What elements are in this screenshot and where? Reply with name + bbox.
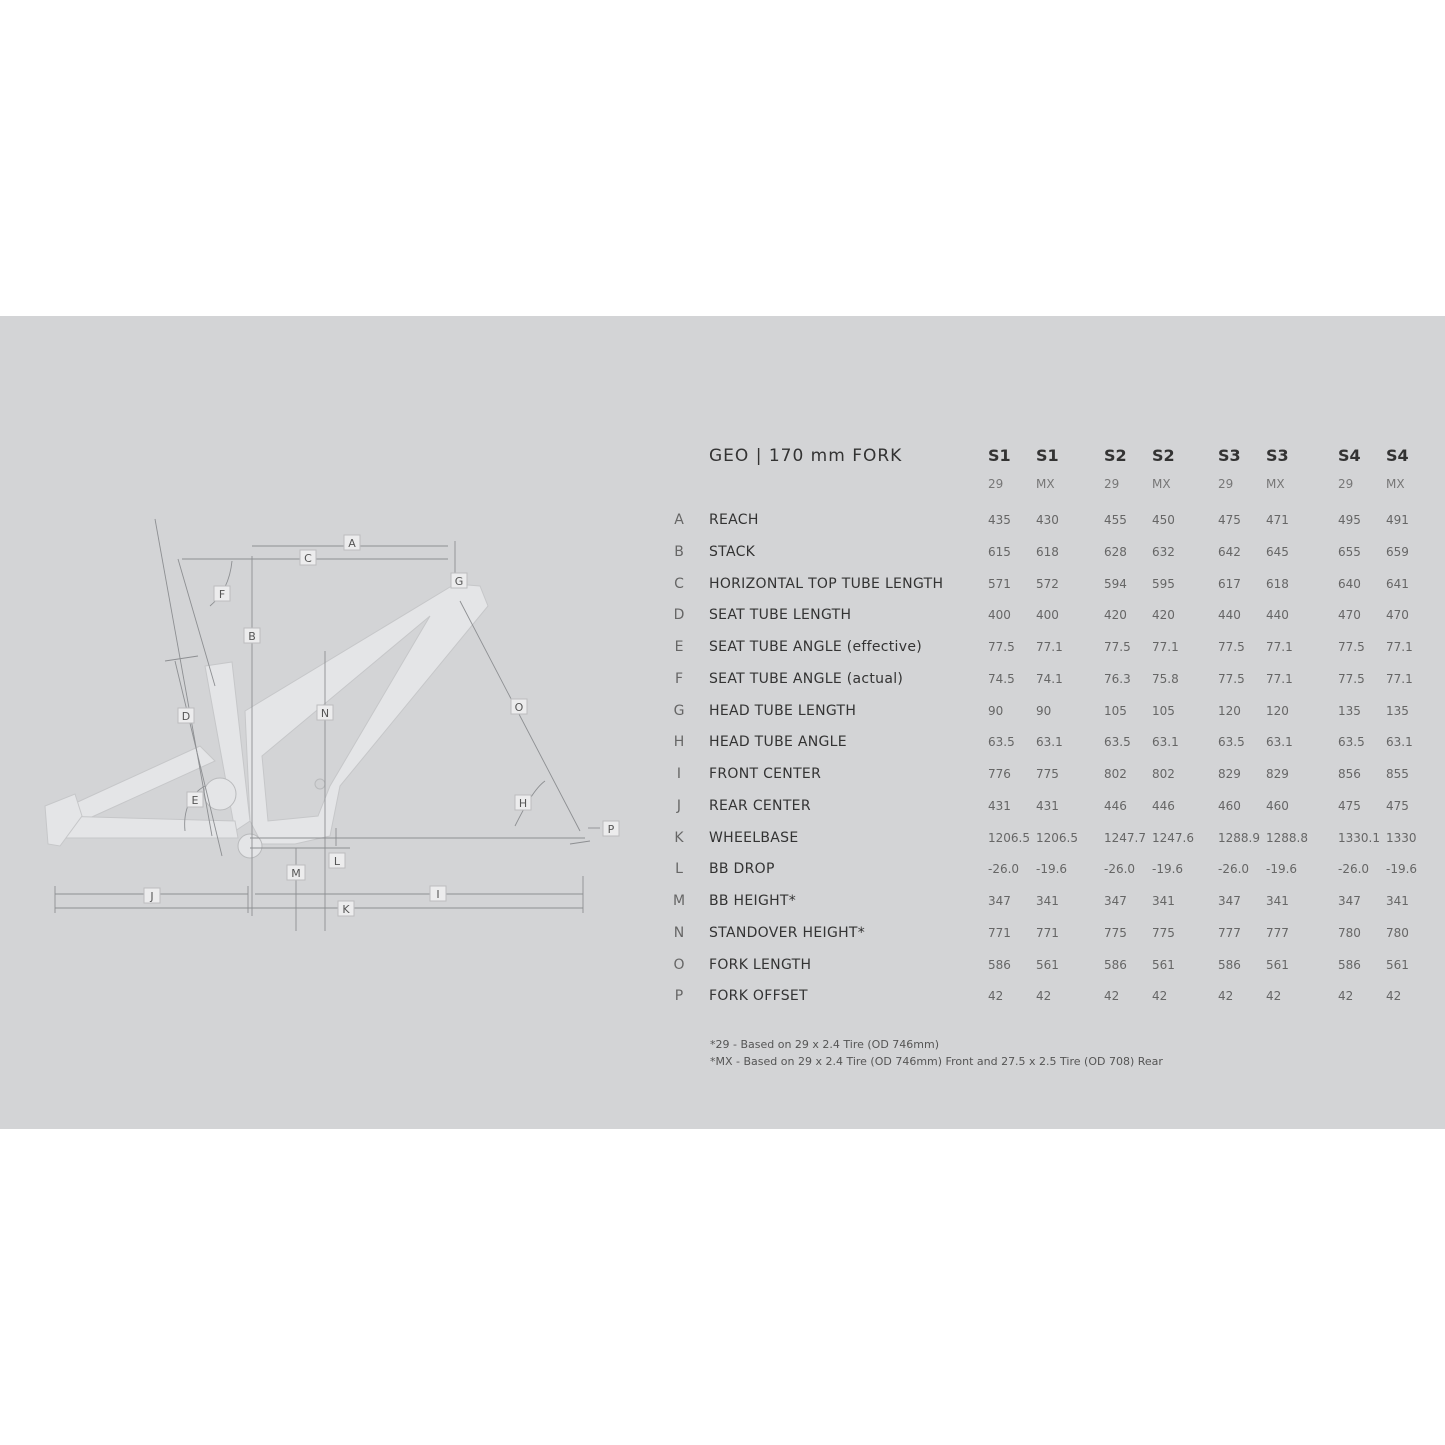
- table-cell: 1288.8: [1266, 830, 1308, 845]
- table-cell: -19.6: [1152, 862, 1184, 877]
- table-cell: 90: [988, 703, 1004, 718]
- row-letter: B: [674, 543, 684, 560]
- size-subheader: 29: [988, 477, 1004, 491]
- size-header: S4: [1386, 446, 1409, 465]
- row-letter: M: [672, 893, 686, 909]
- table-cell: 120: [1218, 703, 1241, 718]
- table-cell: 74.1: [1036, 671, 1063, 686]
- table-cell: 74.5: [988, 671, 1015, 686]
- table-cell: 341: [1036, 894, 1059, 908]
- table-cell: 77.5: [1338, 640, 1365, 654]
- table-cell: 1247.7: [1104, 830, 1146, 845]
- table-cell: 1330.1: [1338, 830, 1380, 845]
- table-cell: 431: [988, 798, 1011, 813]
- table-cell: 855: [1386, 767, 1409, 781]
- svg-text:H: H: [518, 797, 528, 810]
- table-cell: 42: [1386, 989, 1402, 1004]
- table-cell: 586: [1338, 957, 1361, 972]
- table-cell: 586: [988, 957, 1011, 972]
- table-cell: 645: [1266, 544, 1289, 559]
- svg-text:C: C: [304, 552, 312, 565]
- row-letter: G: [673, 702, 685, 719]
- table-cell: 471: [1266, 513, 1289, 527]
- svg-text:G: G: [454, 575, 464, 588]
- row-letter: A: [674, 512, 684, 528]
- table-cell: 430: [1036, 513, 1059, 527]
- table-cell: 642: [1218, 544, 1241, 559]
- table-cell: 777: [1218, 925, 1241, 940]
- table-cell: 400: [1036, 608, 1059, 623]
- table-cell: 780: [1338, 925, 1361, 940]
- table-cell: 460: [1218, 798, 1241, 813]
- table-cell: 595: [1152, 576, 1175, 591]
- table-cell: 135: [1386, 703, 1409, 718]
- size-header: S2: [1104, 446, 1127, 465]
- footnote-mx: *MX - Based on 29 x 2.4 Tire (OD 746mm) Front and 27.5 x 2.5 Tire (OD 708) Rear: [710, 1055, 1163, 1068]
- table-cell: 63.1: [1266, 735, 1293, 750]
- table-cell: 42: [1036, 989, 1052, 1004]
- svg-text:E: E: [191, 794, 199, 807]
- label-D: [178, 708, 194, 723]
- geo-title: GEO | 170 mm FORK: [709, 446, 903, 466]
- size-header: S2: [1152, 446, 1175, 465]
- label-J: [144, 888, 160, 903]
- row-name: REACH: [709, 512, 759, 528]
- table-cell: 1288.9: [1218, 830, 1260, 845]
- table-cell: 1206.5: [988, 830, 1030, 845]
- table-cell: 341: [1386, 894, 1409, 908]
- geometry-panel: [0, 316, 1445, 1129]
- svg-text:I: I: [436, 888, 440, 901]
- table-cell: 475: [1338, 798, 1361, 813]
- table-cell: 561: [1036, 957, 1059, 972]
- row-name: SEAT TUBE ANGLE (effective): [709, 639, 923, 655]
- size-subheader: 29: [1104, 477, 1120, 491]
- table-cell: 775: [1152, 925, 1175, 940]
- footnote-29: *29 - Based on 29 x 2.4 Tire (OD 746mm): [710, 1038, 940, 1051]
- table-cell: 440: [1266, 608, 1289, 623]
- table-cell: 771: [988, 925, 1011, 940]
- table-cell: 641: [1386, 576, 1409, 591]
- row-letter: K: [674, 829, 684, 846]
- row-name: FORK LENGTH: [709, 956, 812, 973]
- table-cell: 776: [988, 767, 1011, 781]
- bike-frame: [45, 584, 488, 858]
- row-name: BB HEIGHT*: [709, 893, 797, 909]
- table-cell: 42: [1104, 989, 1120, 1004]
- svg-text:N: N: [320, 707, 330, 720]
- table-cell: 618: [1266, 576, 1289, 591]
- svg-text:P: P: [607, 823, 615, 836]
- table-cell: 780: [1386, 925, 1409, 940]
- row-letter: J: [676, 797, 682, 814]
- table-cell: 42: [1266, 989, 1282, 1004]
- table-cell: 42: [1152, 989, 1168, 1004]
- table-cell: 77.1: [1266, 640, 1293, 654]
- table-cell: 802: [1152, 767, 1175, 781]
- table-cell: 829: [1218, 767, 1241, 781]
- label-K: [338, 901, 354, 916]
- table-cell: 1330: [1386, 830, 1417, 845]
- size-subheader: MX: [1266, 477, 1285, 491]
- table-cell: 435: [988, 513, 1011, 527]
- table-cell: 856: [1338, 767, 1361, 781]
- table-cell: 460: [1266, 798, 1289, 813]
- table-cell: 76.3: [1104, 671, 1131, 686]
- table-cell: 105: [1152, 703, 1175, 718]
- table-cell: 775: [1104, 925, 1127, 940]
- table-cell: 42: [988, 989, 1004, 1004]
- table-cell: 63.1: [1152, 735, 1179, 750]
- label-P: [603, 821, 619, 836]
- table-cell: 475: [1218, 513, 1241, 527]
- row-letter: O: [673, 956, 685, 973]
- label-I: [430, 886, 446, 901]
- table-cell: 495: [1338, 513, 1361, 527]
- table-cell: 63.5: [988, 735, 1015, 750]
- table-cell: 77.5: [988, 640, 1015, 654]
- table-cell: 431: [1036, 798, 1059, 813]
- table-cell: -26.0: [988, 862, 1020, 877]
- row-name: SEAT TUBE ANGLE (actual): [709, 670, 904, 687]
- row-name: WHEELBASE: [709, 829, 799, 846]
- table-cell: 42: [1338, 989, 1354, 1004]
- row-name: FORK OFFSET: [709, 988, 808, 1005]
- table-cell: 594: [1104, 576, 1127, 591]
- row-letter: D: [673, 607, 685, 624]
- table-cell: 347: [1338, 894, 1361, 908]
- label-A: [344, 535, 360, 550]
- row-name: HEAD TUBE ANGLE: [709, 734, 847, 751]
- label-C: [300, 550, 316, 565]
- frame-diagram: [0, 316, 660, 1129]
- table-cell: 470: [1338, 608, 1361, 623]
- table-cell: 617: [1218, 576, 1241, 591]
- row-name: HEAD TUBE LENGTH: [709, 702, 857, 719]
- row-name: FRONT CENTER: [709, 766, 822, 782]
- table-cell: 659: [1386, 544, 1409, 559]
- table-cell: 572: [1036, 576, 1059, 591]
- row-name: HORIZONTAL TOP TUBE LENGTH: [709, 575, 944, 592]
- table-cell: 632: [1152, 544, 1175, 559]
- row-letter: L: [675, 861, 683, 878]
- label-H: [515, 795, 531, 810]
- svg-text:L: L: [333, 855, 341, 868]
- table-cell: 571: [988, 576, 1011, 591]
- row-letter: E: [674, 639, 684, 655]
- svg-text:O: O: [514, 701, 524, 714]
- table-cell: -19.6: [1386, 862, 1418, 877]
- table-cell: 829: [1266, 767, 1289, 781]
- table-cell: 777: [1266, 925, 1289, 940]
- table-cell: 628: [1104, 544, 1127, 559]
- row-letter: N: [673, 924, 685, 941]
- svg-text:A: A: [348, 537, 356, 550]
- table-cell: -26.0: [1104, 862, 1136, 877]
- table-cell: 450: [1152, 513, 1175, 527]
- label-L: [329, 853, 345, 868]
- table-cell: 77.1: [1036, 640, 1063, 654]
- svg-text:F: F: [218, 588, 226, 601]
- table-cell: 77.1: [1152, 640, 1179, 654]
- table-cell: 63.5: [1104, 735, 1131, 750]
- table-cell: 77.1: [1266, 671, 1293, 686]
- table-cell: 77.5: [1104, 640, 1131, 654]
- size-header: S1: [1036, 446, 1059, 465]
- table-cell: 640: [1338, 576, 1361, 591]
- size-subheader: 29: [1218, 477, 1234, 491]
- table-cell: 42: [1218, 989, 1234, 1004]
- table-cell: -26.0: [1338, 862, 1370, 877]
- table-cell: 586: [1218, 957, 1241, 972]
- table-cell: 470: [1386, 608, 1409, 623]
- label-O: [511, 699, 527, 714]
- table-cell: 77.1: [1386, 640, 1413, 654]
- table-cell: 77.5: [1338, 671, 1365, 686]
- label-N: [317, 705, 333, 720]
- table-cell: 561: [1386, 957, 1409, 972]
- svg-text:J: J: [150, 890, 154, 903]
- size-subheader: MX: [1036, 477, 1055, 491]
- table-cell: 446: [1104, 798, 1127, 813]
- table-cell: 63.5: [1338, 735, 1365, 750]
- svg-text:B: B: [248, 630, 256, 643]
- row-letter: I: [676, 766, 682, 782]
- size-header: S3: [1266, 446, 1289, 465]
- table-cell: 491: [1386, 513, 1409, 527]
- table-cell: 440: [1218, 608, 1241, 623]
- table-cell: 775: [1036, 767, 1059, 781]
- row-name: REAR CENTER: [709, 797, 811, 814]
- table-cell: 347: [1104, 894, 1127, 908]
- table-cell: 77.5: [1218, 671, 1245, 686]
- size-header: S4: [1338, 446, 1361, 465]
- table-cell: 802: [1104, 767, 1127, 781]
- row-name: BB DROP: [709, 861, 775, 878]
- table-cell: -19.6: [1266, 862, 1298, 877]
- table-cell: 75.8: [1152, 671, 1179, 686]
- table-cell: 420: [1152, 608, 1175, 623]
- table-cell: 561: [1266, 957, 1289, 972]
- table-cell: 120: [1266, 703, 1289, 718]
- label-E: [187, 792, 203, 807]
- table-cell: 90: [1036, 703, 1052, 718]
- table-cell: 105: [1104, 703, 1127, 718]
- table-cell: -26.0: [1218, 862, 1250, 877]
- table-cell: 475: [1386, 798, 1409, 813]
- table-cell: 400: [988, 608, 1011, 623]
- table-cell: 771: [1036, 925, 1059, 940]
- table-cell: 77.1: [1386, 671, 1413, 686]
- size-subheader: 29: [1338, 477, 1354, 491]
- table-cell: 618: [1036, 544, 1059, 559]
- row-letter: P: [674, 988, 684, 1005]
- table-cell: 615: [988, 544, 1011, 559]
- table-cell: 446: [1152, 798, 1175, 813]
- table-cell: 347: [988, 894, 1011, 908]
- label-G: [451, 573, 467, 588]
- table-cell: 341: [1152, 894, 1175, 908]
- table-cell: 586: [1104, 957, 1127, 972]
- table-cell: 1247.6: [1152, 830, 1194, 845]
- row-letter: C: [674, 575, 684, 592]
- table-cell: 347: [1218, 894, 1241, 908]
- label-F: [214, 586, 230, 601]
- label-M: [287, 865, 305, 880]
- table-cell: 655: [1338, 544, 1361, 559]
- table-cell: 77.5: [1218, 640, 1245, 654]
- row-name: STANDOVER HEIGHT*: [709, 924, 866, 941]
- svg-text:D: D: [181, 710, 191, 723]
- table-cell: 455: [1104, 513, 1127, 527]
- size-header: S1: [988, 446, 1011, 465]
- table-cell: 63.5: [1218, 735, 1245, 750]
- size-subheader: MX: [1152, 477, 1171, 491]
- table-cell: 561: [1152, 957, 1175, 972]
- svg-text:K: K: [342, 903, 350, 916]
- svg-text:M: M: [291, 867, 301, 880]
- table-cell: 63.1: [1386, 735, 1413, 750]
- row-name: SEAT TUBE LENGTH: [709, 607, 852, 624]
- table-cell: -19.6: [1036, 862, 1068, 877]
- table-cell: 135: [1338, 703, 1361, 718]
- table-cell: 420: [1104, 608, 1127, 623]
- table-cell: 341: [1266, 894, 1289, 908]
- table-cell: 63.1: [1036, 735, 1063, 750]
- table-cell: 1206.5: [1036, 830, 1078, 845]
- row-letter: H: [673, 734, 685, 751]
- size-subheader: MX: [1386, 477, 1405, 491]
- row-name: STACK: [709, 543, 756, 560]
- row-letter: F: [674, 670, 684, 687]
- size-header: S3: [1218, 446, 1241, 465]
- label-B: [244, 628, 260, 643]
